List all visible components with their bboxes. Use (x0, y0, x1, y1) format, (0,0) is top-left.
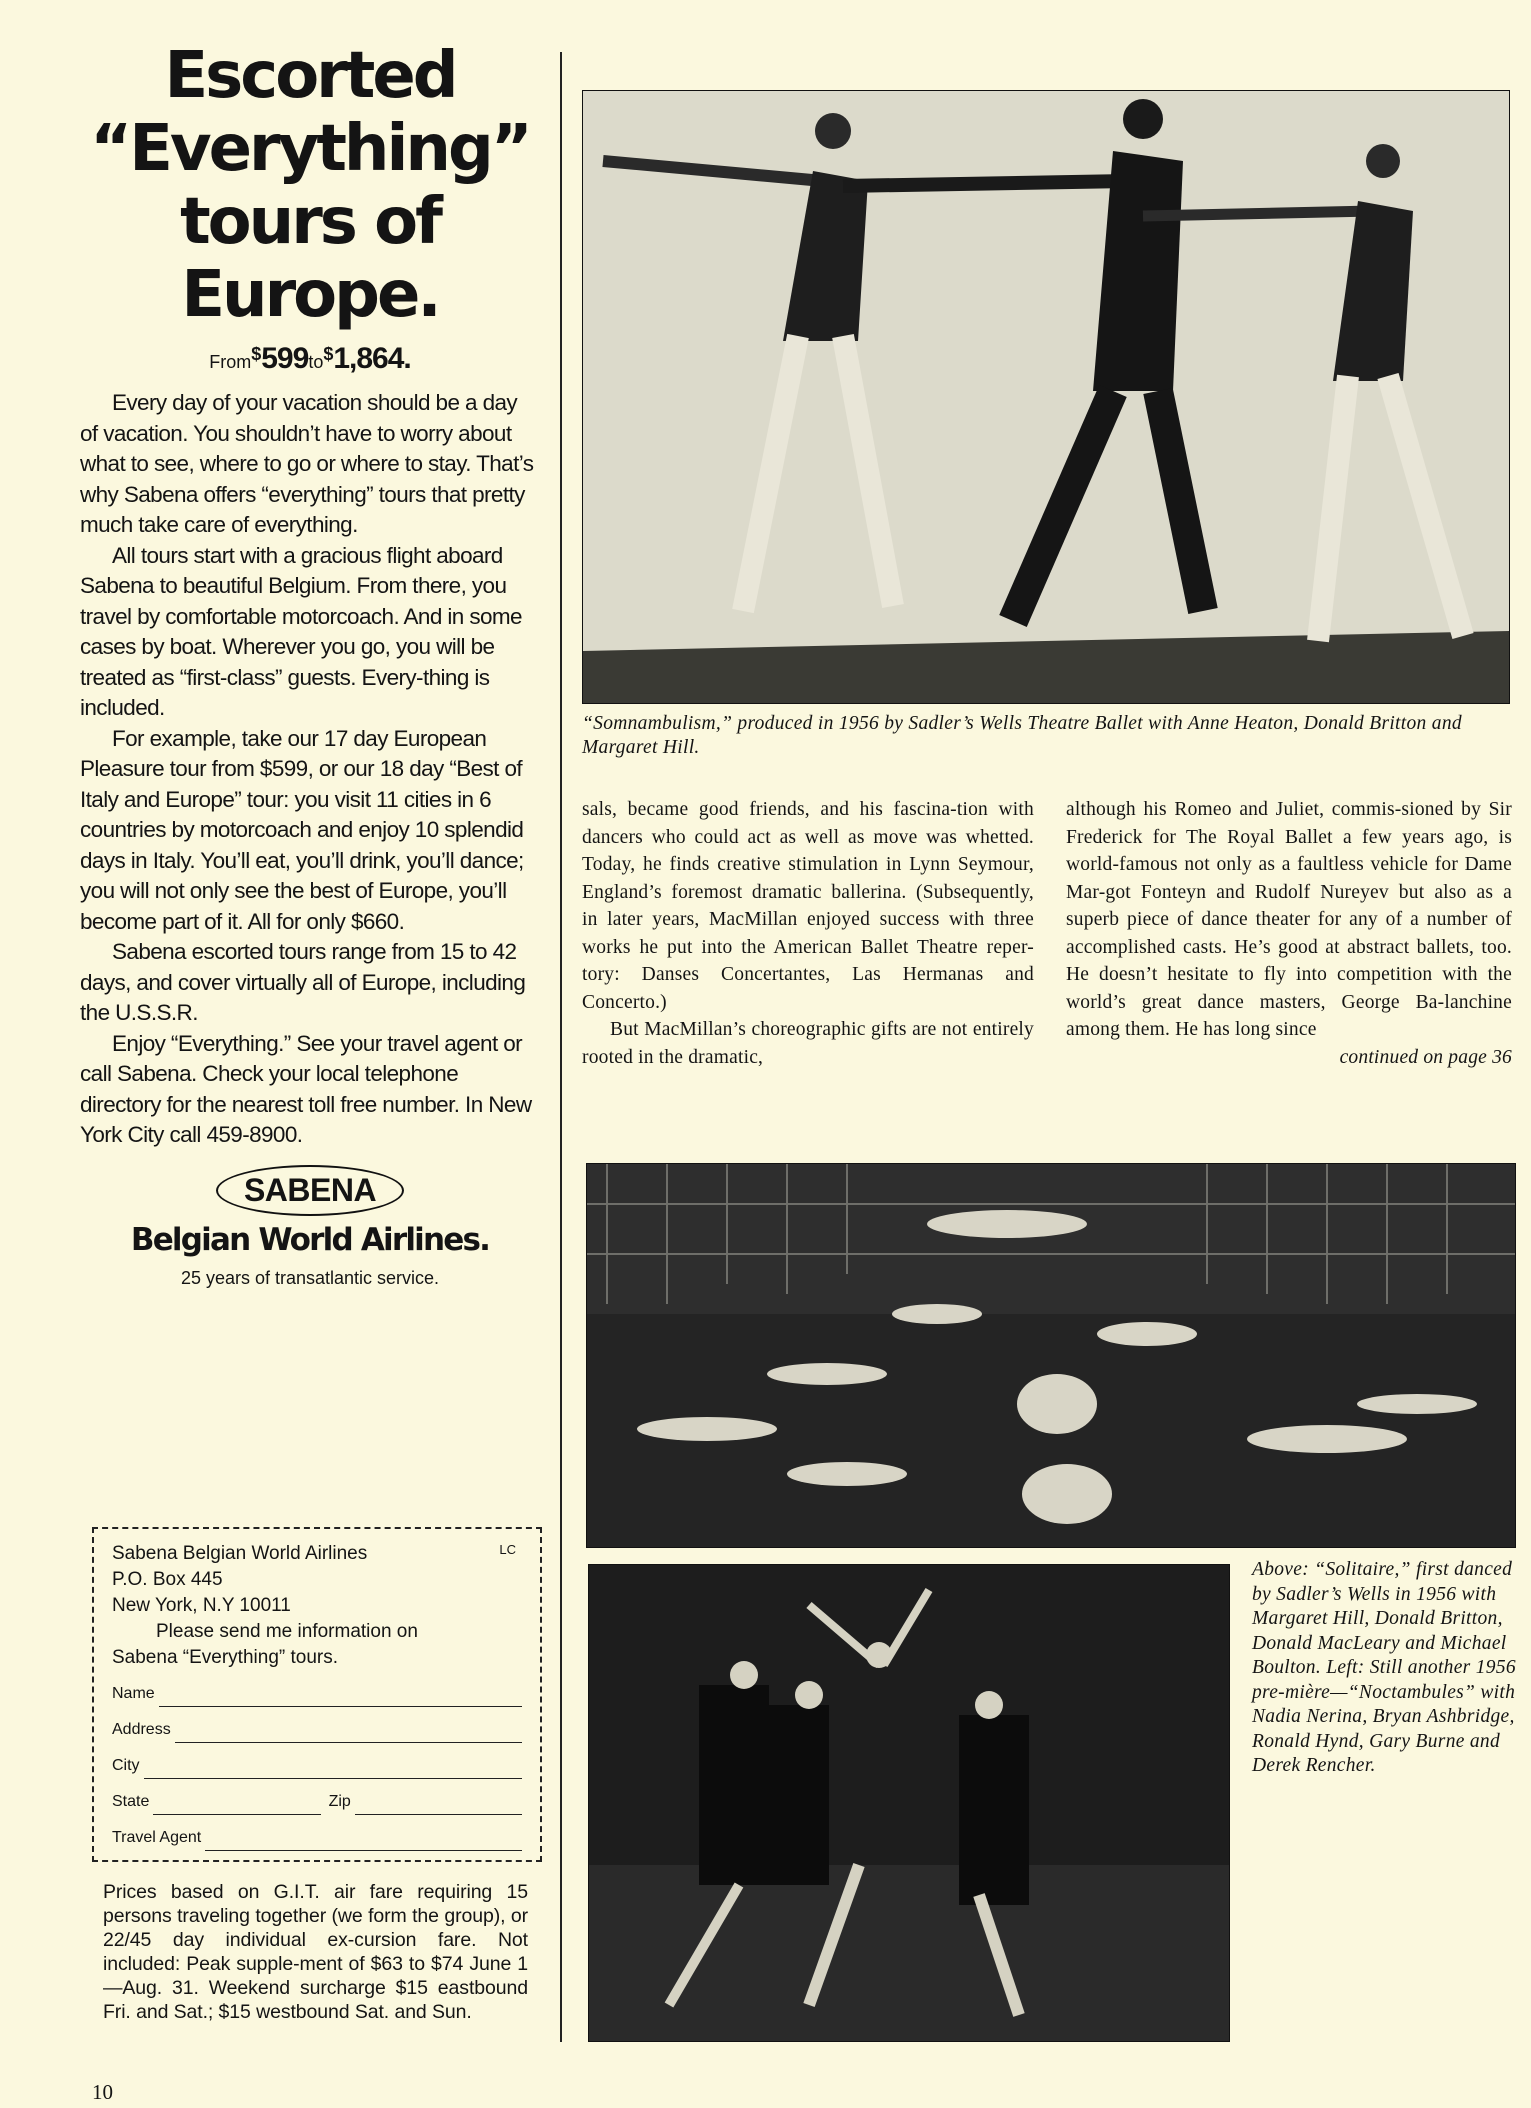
price-to-label: to (308, 352, 324, 372)
address-line[interactable] (175, 1728, 522, 1743)
three-dancers-illustration (583, 91, 1509, 703)
ad-headline-line: tours of (180, 185, 440, 259)
price-fine-print: Prices based on G.I.T. air fare requiring 15 persons traveling together (we form the group), or 22/45 day individual ex-cursion fare. Not included: Peak supple-ment of $63 to $74 June 1—Aug. 31. Weekend surcharge $15 eastbound Fri. and Sat.; $15 westbound Sat. and Sun. (103, 1881, 528, 2023)
price-range (80, 342, 540, 386)
ensemble-stage-illustration (587, 1164, 1515, 1547)
travel-agent-line[interactable] (205, 1836, 522, 1851)
noctambules-stage-illustration (589, 1565, 1229, 2041)
coupon-city-field[interactable] (112, 1753, 522, 1779)
ad-headline-line: “Everything” (90, 112, 530, 186)
coupon-travel-agent-field[interactable] (112, 1825, 522, 1851)
article-paragraph: although his Romeo and Juliet, commis-sioned by Sir Frederick for The Royal Ballet a few years ago, is world-famous not only as a faultless vehicle for Dame Mar-got Fonteyn and Rudolf Nureyev but also as a superb piece of dance theater for any of a number of accomplished casts. He’s good at abstract ballets, too. He doesn’t hesitate to fly into competition with the world’s great dance masters, George Ba-lanchine among them. He has long since (1066, 799, 1512, 1040)
city-label: City (112, 1757, 140, 1774)
coupon-code: LC (499, 1542, 516, 1557)
state-line[interactable] (153, 1800, 320, 1815)
ad-paragraph: For example, take our 17 day European Pleasure tour from $599, or our 18 day “Best of Italy and Europe” tour: you visit 11 cities in 6 countries by motorcoach and enjoy 10 splendid days in Italy. You’ll eat, you’ll drink, you’ll dance; you will not only see the best of Europe, you’ll become part of it. All for only $660. (80, 725, 524, 934)
article-paragraph: But MacMillan’s choreographic gifts are not entirely rooted in the dramatic, (582, 1019, 1034, 1068)
coupon-name-field[interactable] (112, 1681, 522, 1707)
article-column-right (1066, 796, 1512, 1071)
column-divider (560, 52, 562, 2042)
continued-on-page: continued on page 36 (1339, 1046, 1512, 1068)
price-high: 1,864. (333, 342, 411, 375)
ad-paragraph: Sabena escorted tours range from 15 to 42 days, and cover virtually all of Europe, including the U.S.S.R. (80, 939, 526, 1025)
coupon-address-line: Sabena Belgian World Airlines (112, 1543, 368, 1564)
travel-agent-label: Travel Agent (112, 1829, 202, 1846)
dollar-sign: $ (251, 344, 262, 364)
coupon-request-line: Sabena “Everything” tours. (112, 1647, 339, 1668)
city-line[interactable] (144, 1764, 522, 1779)
name-line[interactable] (159, 1692, 522, 1707)
noctambules-photo (588, 1564, 1230, 2042)
zip-label: Zip (328, 1793, 351, 1810)
ad-headline (80, 40, 540, 332)
ad-paragraph: Every day of your vacation should be a day of vacation. You shouldn’t have to worry about what to see, where to go or where to stay. That’s why Sabena offers “everything” tours that pretty much take care of everything. (80, 390, 534, 537)
solitaire-photo (586, 1163, 1516, 1548)
coupon-state-zip-field[interactable] (112, 1789, 522, 1815)
article-paragraph: sals, became good friends, and his fascina-tion with dancers who could act as well as move was whetted. Today, he finds creative stimulation in Lynn Seymour, England’s foremost dramatic ballerina. (Subsequently, in later years, MacMillan enjoyed success with three works he put into the American Ballet Theatre reper-tory: Danses Concertantes, Las Hermanas and Concerto.) (582, 799, 1034, 1013)
somnambulism-caption: “Somnambulism,” produced in 1956 by Sadler’s Wells Theatre Ballet with Anne Heaton, Donald Britton and Margaret Hill. (582, 713, 1462, 758)
ad-body-copy (80, 388, 540, 1151)
dollar-sign: $ (323, 344, 334, 364)
sabena-logo (80, 1165, 540, 1216)
airline-name: Belgian World Airlines. (130, 1221, 490, 1258)
sabena-advertisement (80, 40, 540, 1289)
coupon-address-field[interactable] (112, 1717, 522, 1743)
address-label: Address (112, 1721, 171, 1738)
ad-headline-line: Escorted (164, 39, 456, 113)
ad-paragraph: Enjoy “Everything.” See your travel agent or call Sabena. Check your local telephone directory for the nearest toll free number. In New York City call 459-8900. (80, 1030, 532, 1147)
coupon-request-line: Please send me information on (156, 1621, 418, 1642)
price-low: 599 (261, 342, 309, 375)
price-from-label: From (209, 352, 252, 372)
solitaire-noctambules-caption: Above: “Solitaire,” first danced by Sadler’s Wells in 1956 with Margaret Hill, Donald Britton, Donald MacLeary and Michael Boulton. Left: Still another 1956 pre-mière—“Noctambules” with Nadia Nerina, Bryan Ashbridge, Ronald Hynd, Gary Burne and Derek Rencher. (1252, 1559, 1516, 1776)
coupon-address-line: P.O. Box 445 (112, 1569, 223, 1590)
sabena-logo-oval: SABENA (216, 1165, 404, 1216)
airline-tagline: 25 years of transatlantic service. (180, 1267, 440, 1288)
article-column-left (582, 796, 1034, 1071)
zip-line[interactable] (355, 1800, 522, 1815)
coupon-address-line: New York, N.Y 10011 (112, 1595, 291, 1616)
name-label: Name (112, 1685, 155, 1702)
mail-in-coupon (92, 1527, 542, 1862)
somnambulism-photo (582, 90, 1510, 704)
ad-headline-line: Europe. (181, 258, 439, 332)
page-number: 10 (92, 2080, 113, 2104)
ad-paragraph: All tours start with a gracious flight aboard Sabena to beautiful Belgium. From there, you travel by comfortable motorcoach. And in some cases by boat. Wherever you go, you will be treated as “first-class” guests. Every-thing is included. (80, 542, 522, 720)
state-label: State (112, 1793, 150, 1810)
